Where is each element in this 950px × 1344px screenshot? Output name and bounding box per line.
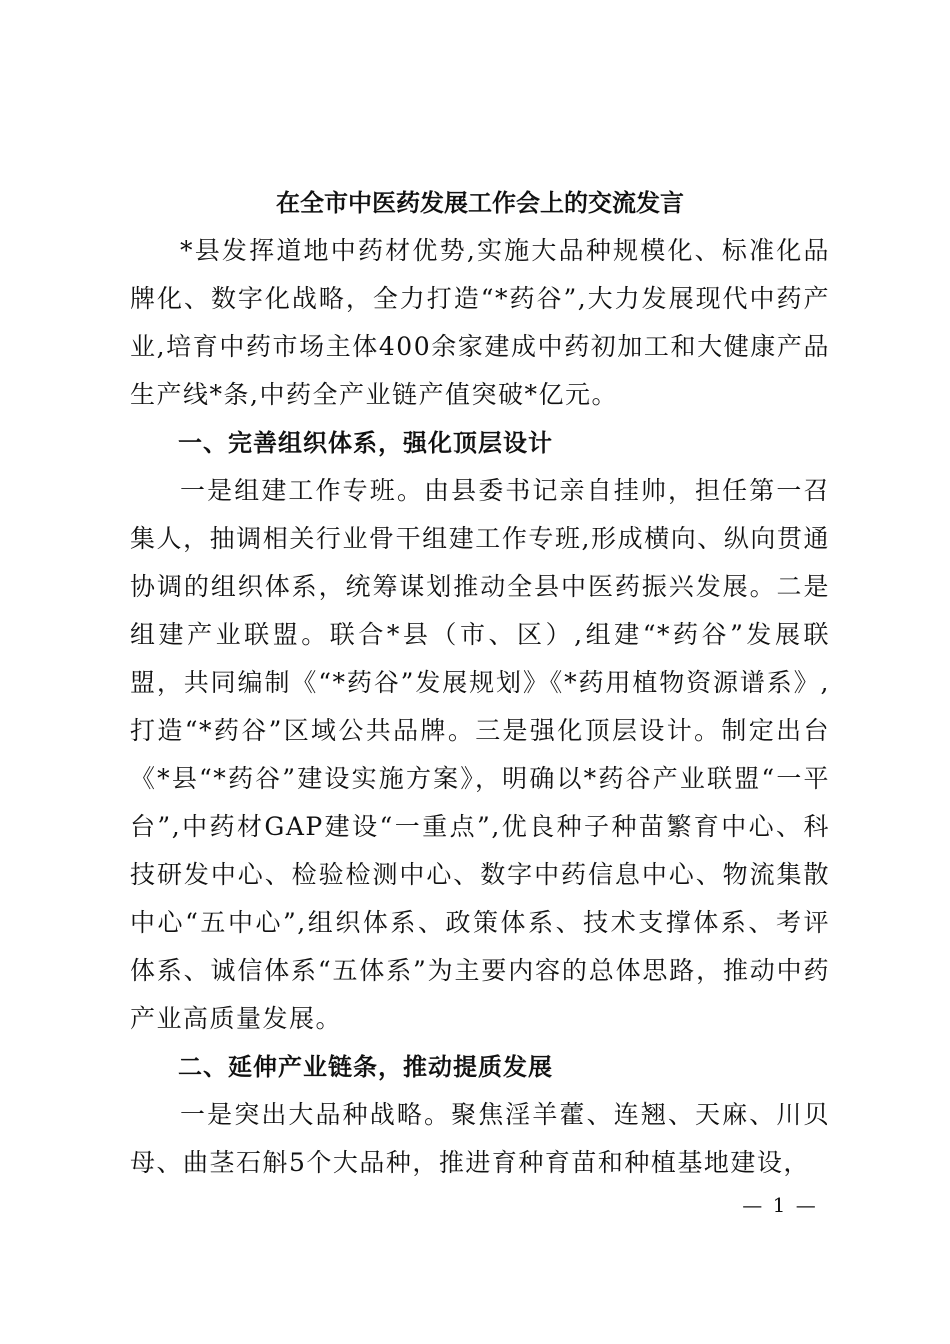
document-title: 在全市中医药发展工作会上的交流发言 — [276, 188, 684, 217]
intro-paragraph: *县发挥道地中药材优势,实施大品种规模化、标准化品牌化、数字化战略，全力打造“*药谷”,大力发展现代中药产业,培育中药市场主体400余家建成中药初加工和大健康产品生产线*条,中药全产业链产值突破*亿元。 — [130, 236, 830, 409]
section-2-paragraph: 一是突出大品种战略。聚焦淫羊藿、连翘、天麻、川贝母、曲茎石斛5个大品种，推进育种育苗和种植基地建设， — [130, 1100, 830, 1177]
section-2-heading: 二、延伸产业链条，推动提质发展 — [178, 1053, 553, 1081]
document-body — [130, 227, 830, 1187]
section-1-heading: 一、完善组织体系，强化顶层设计 — [178, 429, 553, 457]
section-1-paragraph: 一是组建工作专班。由县委书记亲自挂帅，担任第一召集人，抽调相关行业骨干组建工作专班,形成横向、纵向贯通协调的组织体系，统筹谋划推动全县中医药振兴发展。二是组建产业联盟。联合*县（市、区）,组建“*药谷”发展联盟，共同编制《“*药谷”发展规划》《*药用植物资源谱系》,打造“*药谷”区域公共品牌。三是强化顶层设计。制定出台《*县“*药谷”建设实施方案》，明确以*药谷产业联盟“一平台”,中药材GAP建设“一重点”,优良种子种苗繁育中心、科技研发中心、检验检测中心、数字中药信息中心、物流集散中心“五中心”,组织体系、政策体系、技术支撑体系、考评体系、诚信体系“五体系”为主要内容的总体思路，推动中药产业高质量发展。 — [130, 476, 830, 1033]
page-number: — 1 — — [742, 1193, 818, 1217]
